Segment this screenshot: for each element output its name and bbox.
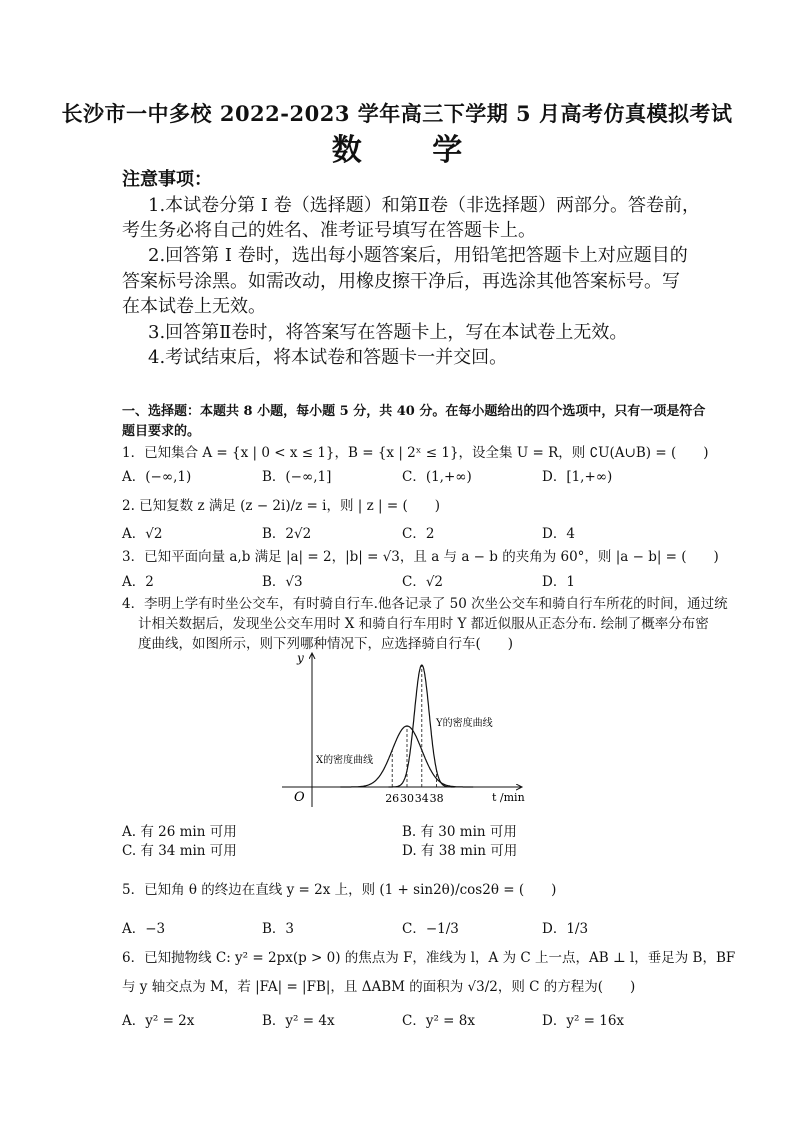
notice-line: 3.回答第Ⅱ卷时，将答案写在答题卡上，写在本试卷上无效。 — [148, 322, 628, 343]
notice-line: 考生务必将自己的姓名、准考证号填写在答题卡上。 — [122, 220, 536, 241]
x-tick-label: 30 — [400, 792, 414, 805]
q6-option-a: A．y² = 2x — [122, 1013, 195, 1029]
q6-option-b: B．y² = 4x — [262, 1013, 335, 1029]
y-curve-label: Y的密度曲线 — [436, 718, 493, 729]
q1-option-c: C．(1,+∞) — [402, 469, 472, 485]
notice-line: 2.回答第 I 卷时，选出每小题答案后，用铅笔把答题卡上对应题目的 — [148, 245, 688, 266]
subject-title: 数 学 — [331, 133, 493, 168]
q3-option-a: A．2 — [122, 574, 154, 590]
x-tick-label: 38 — [429, 792, 444, 805]
q4-option-b: B. 有 30 min 可用 — [402, 824, 517, 840]
x-tick-label: 34 — [414, 792, 429, 805]
q6-option-d: D．y² = 16x — [542, 1013, 625, 1029]
section-heading: 一、选择题：本题共 8 小题，每小题 5 分，共 40 分。在每小题给出的四个选项中，只有一项是符合 — [122, 404, 706, 419]
q6-option-c: C．y² = 8x — [402, 1013, 475, 1029]
q2-option-c: C．2 — [402, 526, 435, 542]
question-6-stem: 6．已知抛物线 C: y² = 2px(p > 0) 的焦点为 F，准线为 l，A 为 C 上一点，AB ⊥ l，垂足为 B，BF — [122, 950, 736, 966]
section-heading-cont: 题目要求的。 — [122, 424, 201, 439]
notice-line: 在本试卷上无效。 — [122, 296, 266, 317]
question-2-stem: 2. 已知复数 z 满足 (z − 2i)/z = i，则 | z | = ( ) — [122, 498, 440, 514]
question-4-stem: 计相关数据后，发现坐公交车用时 X 和骑自行车用时 Y 都近似服从正态分布. 绘制了概率分布密 — [138, 616, 709, 632]
question-3-stem: 3．已知平面向量 a,b 满足 |a| = 2，|b| = √3，且 a 与 a − b 的夹角为 60°，则 |a − b| = ( ) — [122, 549, 719, 565]
q3-option-b: B．√3 — [262, 574, 303, 590]
q4-option-a: A. 有 26 min 可用 — [122, 824, 237, 840]
q5-option-a: A．−3 — [122, 921, 166, 937]
q1-option-d: D．[1,+∞) — [542, 469, 613, 485]
question-4-stem: 度曲线，如图所示，则下列哪种情况下，应选择骑自行车( ) — [138, 636, 514, 652]
q1-option-a: A．(−∞,1) — [122, 469, 192, 485]
question-4-stem: 4．李明上学有时坐公交车，有时骑自行车.他各记录了 50 次坐公交车和骑自行车所花的时间，通过统 — [122, 596, 728, 612]
exam-title: 长沙市一中多校 2022-2023 学年高三下学期 5 月高考仿真模拟考试 — [61, 101, 733, 126]
origin-label: O — [294, 790, 305, 805]
question-1-stem: 1．已知集合 A = {x | 0 < x ≤ 1}，B = {x | 2ˣ ≤ 1}，设全集 U = R，则 ∁U(A∪B) = ( ) — [122, 445, 709, 461]
y-axis-label: y — [297, 651, 304, 665]
q4-option-d: D. 有 38 min 可用 — [402, 843, 518, 859]
x-tick-label: 26 — [385, 792, 400, 805]
x-curve-label: X的密度曲线 — [316, 755, 374, 766]
q2-option-d: D．4 — [542, 526, 575, 542]
density-chart — [270, 645, 530, 815]
notice-line: 答案标号涂黑。如需改动，用橡皮擦干净后，再选涂其他答案标号。写 — [122, 271, 680, 292]
q5-option-c: C．−1/3 — [402, 921, 459, 937]
question-6-stem: 与 y 轴交点为 M，若 |FA| = |FB|，且 ΔABM 的面积为 √3/2，则 C 的方程为( ) — [122, 979, 636, 995]
question-5-stem: 5．已知角 θ 的终边在直线 y = 2x 上，则 (1 + sin2θ)/cos2θ = ( ) — [122, 882, 557, 898]
q5-option-d: D．1/3 — [542, 921, 589, 937]
q5-option-b: B．3 — [262, 921, 295, 937]
q1-option-b: B．(−∞,1] — [262, 469, 332, 485]
notice-line: 1.本试卷分第 I 卷（选择题）和第Ⅱ卷（非选择题）两部分。答卷前， — [148, 195, 700, 216]
notice-line: 4.考试结束后，将本试卷和答题卡一并交回。 — [148, 347, 508, 368]
q3-option-c: C．√2 — [402, 574, 444, 590]
q2-option-a: A．√2 — [122, 526, 163, 542]
q3-option-d: D．1 — [542, 574, 575, 590]
x-axis-label: t /min — [492, 791, 525, 804]
q4-option-c: C. 有 34 min 可用 — [122, 843, 237, 859]
notice-heading: 注意事项： — [122, 169, 212, 190]
q2-option-b: B．2√2 — [262, 526, 312, 542]
